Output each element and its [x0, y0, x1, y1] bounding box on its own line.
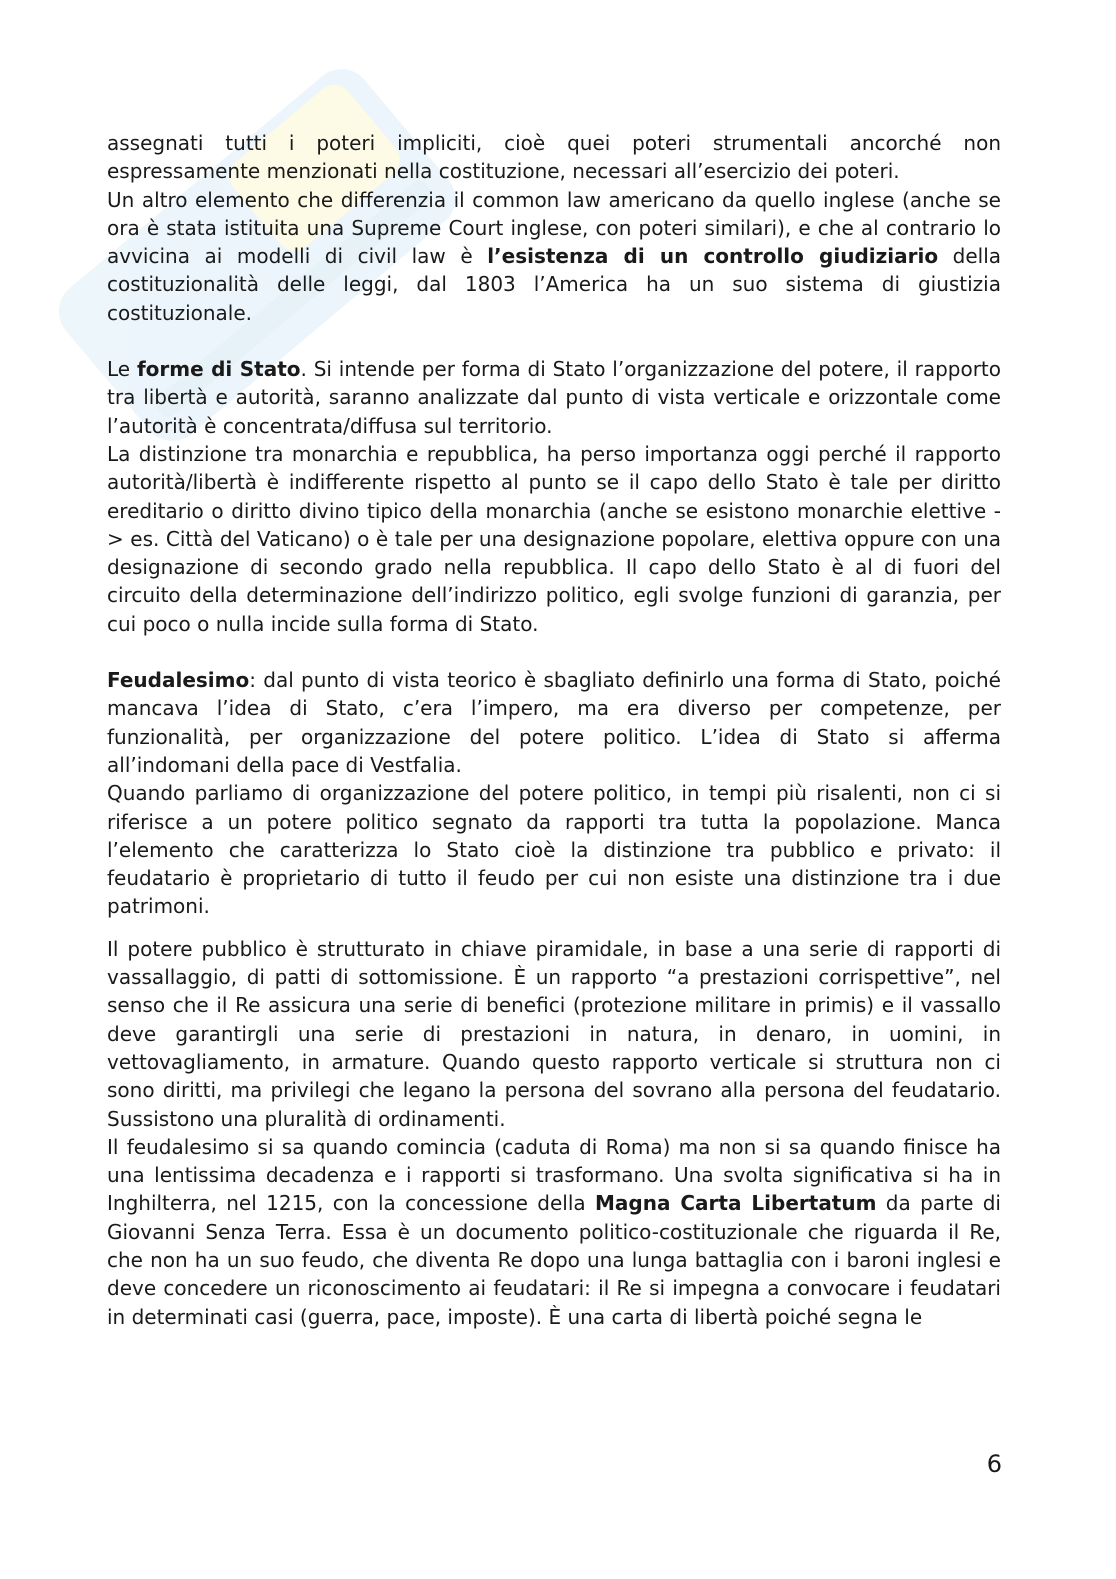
text-run: . Si intende per forma di Stato l’organizzazione del potere, il rapporto tra libertà e autorità, saranno analizzate dal punto di vista verticale e orizzontale come l’autorità è concentrata/diffusa sul territorio. [107, 357, 1002, 438]
text-run: da parte di Giovanni Senza Terra. Essa è un documento politico-costituzionale che riguarda il Re, che non ha un suo feudo, che diventa Re dopo una lunga battaglia con i baroni inglesi e deve concedere un riconoscimento ai feudatari: il Re si impegna a convocare i feudatari in determinati casi (guerra, pace, imposte). È una carta di libertà poiché segna le [107, 1191, 1001, 1329]
text-run: Quando parliamo di organizzazione del potere politico, in tempi più risalenti, non ci si riferisce a un potere politico segnato da rapporti tra tutta la popolazione. Manca l’elemento che caratterizza lo Stato cioè la distinzione tra pubblico e privato: il feudatario è proprietario di tutto il feudo per cui non esiste una distinzione tra i due patrimoni. [107, 781, 1001, 919]
text-run: Il feudalesimo si sa quando comincia (caduta di Roma) ma non si sa quando finisce ha una lentissima decadenza e i rapporti si trasformano. Una svolta significativa si ha in Inghilterra, nel 1215, con la concessione della [107, 1134, 1001, 1216]
page-number: 6 [986, 1450, 1002, 1478]
bold-term: Magna Carta Libertatum [594, 1191, 877, 1216]
paragraph [107, 935, 1001, 1133]
bold-term: forme di Stato [136, 357, 301, 382]
paragraph [107, 779, 1001, 920]
bold-term: l’esistenza di un controllo giudiziario [487, 244, 939, 269]
paragraph [107, 666, 1001, 779]
text-run: Le [107, 357, 137, 382]
document-body [107, 129, 1001, 1331]
paragraph [107, 440, 1001, 638]
bold-term: Feudalesimo [107, 668, 250, 693]
paragraph [107, 355, 1001, 440]
paragraph [107, 129, 1001, 186]
text-run: : dal punto di vista teorico è sbagliato definirlo una forma di Stato, poiché mancava l’idea di Stato, c’era l’impero, ma era diverso per competenze, per funzionalità, per organizzazione del potere politico. L’idea di Stato si afferma all’indomani della pace di Vestfalia. [107, 668, 1001, 777]
paragraph [107, 186, 1001, 327]
text-run: assegnati tutti i poteri impliciti, cioè quei poteri strumentali ancorché non espressamente menzionati nella costituzione, necessari all’esercizio dei poteri. [107, 131, 1001, 184]
text-run: della costituzionalità delle leggi, dal 1803 l’America ha un suo sistema di giustizia costituzionale. [107, 244, 1002, 325]
text-run: Il potere pubblico è strutturato in chiave piramidale, in base a una serie di rapporti di vassallaggio, di patti di sottomissione. È un rapporto “a prestazioni corrispettive”, nel senso che il Re assicura una serie di benefici (protezione militare in primis) e il vassallo deve garantirgli una serie di prestazioni in natura, in denaro, in uomini, in vettovagliamento, in armature. Quando questo rapporto verticale si struttura non ci sono diritti, ma privilegi che legano la persona del sovrano alla persona del feudatario. Sussistono una pluralità di ordinamenti. [107, 936, 1001, 1131]
text-run: Un altro elemento che differenzia il common law americano da quello inglese (anche se ora è stata istituita una Supreme Court inglese, con poteri similari), e che al contrario lo avvicina ai modelli di civil law è [107, 187, 1001, 269]
text-run: La distinzione tra monarchia e repubblica, ha perso importanza oggi perché il rapporto autorità/libertà è indifferente rispetto al punto se il capo dello Stato è tale per diritto ereditario o diritto divino tipico della monarchia (anche se esistono monarchie elettive -> es. Città del Vaticano) o è tale per una designazione popolare, elettiva oppure con una designazione di secondo grado nella repubblica. Il capo dello Stato è al di fuori del circuito della determinazione dell’indirizzo politico, egli svolge funzioni di garanzia, per cui poco o nulla incide sulla forma di Stato. [107, 441, 1001, 636]
paragraph [107, 1133, 1001, 1331]
